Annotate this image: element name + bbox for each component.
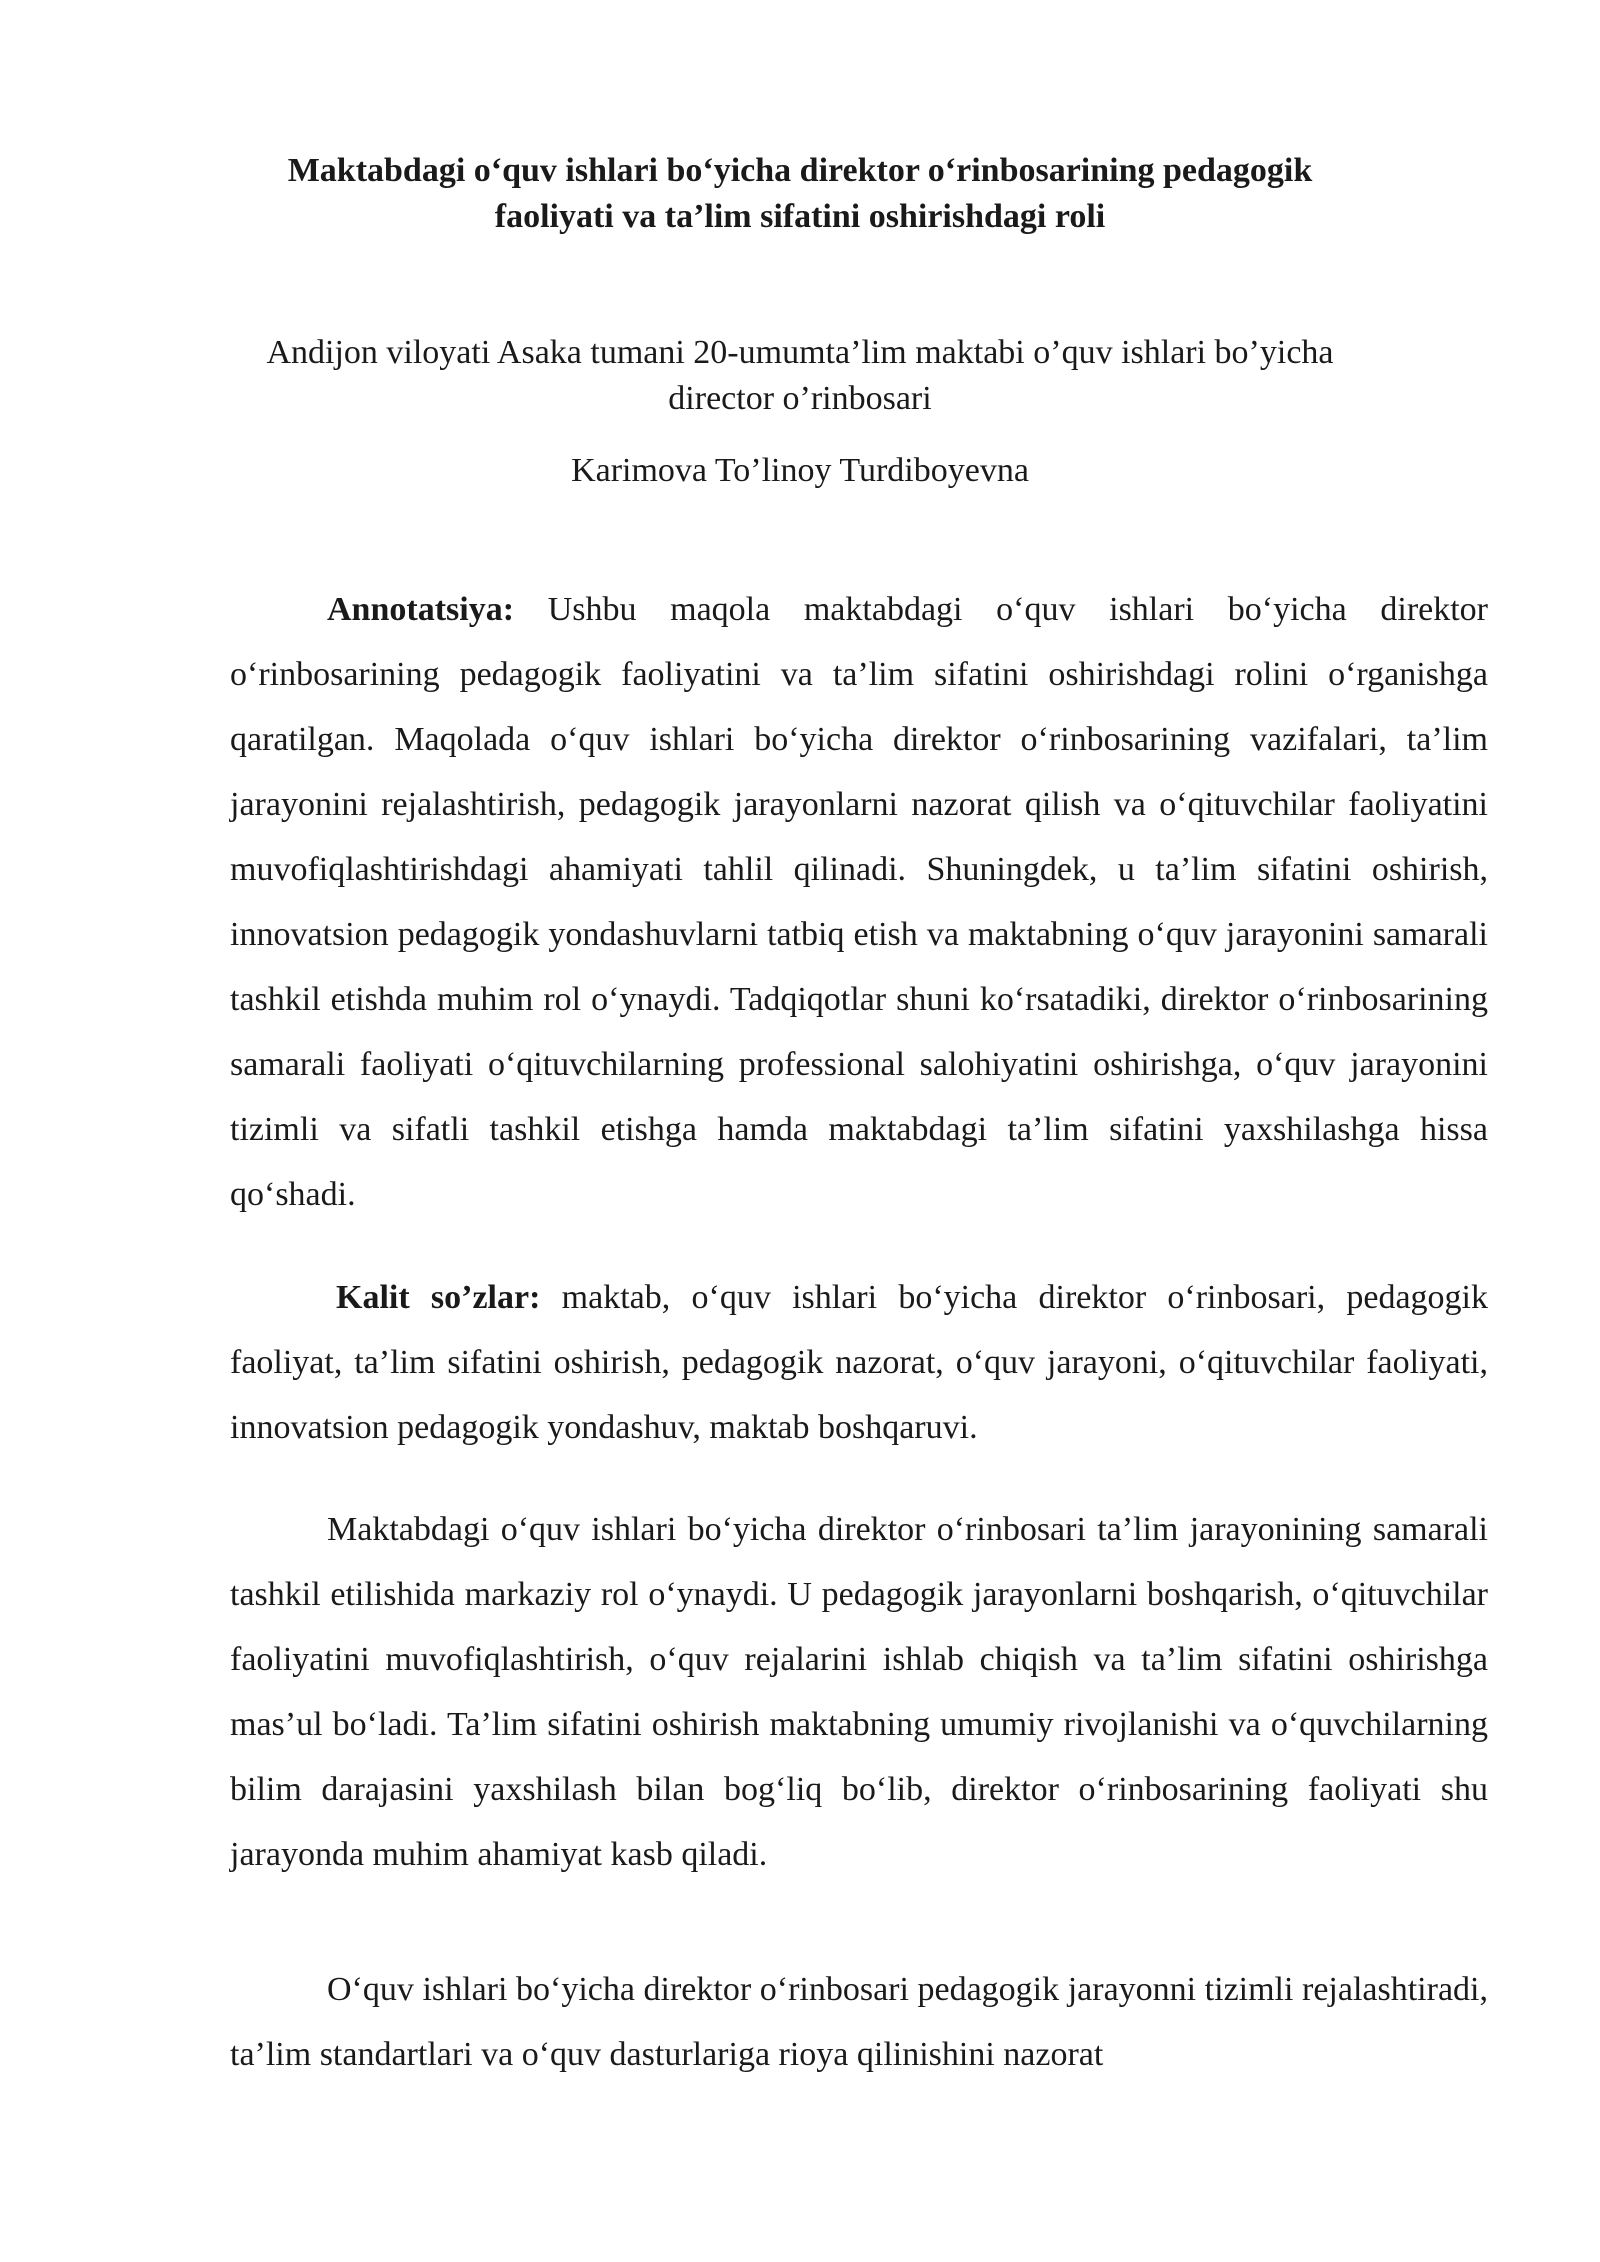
abstract-label: Annotatsiya: xyxy=(327,591,515,628)
body-paragraph: Maktabdagi o‘quv ishlari bo‘yicha direktor o‘rinbosari ta’lim jarayonining samarali tashkil etilishida markaziy rol o‘ynaydi. U pedagogik jarayonlarni boshqarish, o‘qituvchilar faoliyatini muvofiqlashtirish, o‘quv rejalarini ishlab chiqish va ta’lim sifatini oshirishga mas’ul bo‘ladi. Ta’lim sifatini oshirish maktabning umumiy rivojlanishi va o‘quvchilarning bilim darajasini yaxshilash bilan bog‘liq bo‘lib, direktor o‘rinbosarining faoliyati shu jarayonda muhim ahamiyat kasb qiladi. xyxy=(230,1511,1488,1873)
author-name: Karimova To’linoy Turdiboyevna xyxy=(571,452,1029,489)
keywords-paragraph xyxy=(230,1265,1488,1460)
abstract-text: Ushbu maqola maktabdagi o‘quv ishlari bo‘yicha direktor o‘rinbosarining pedagogik faoliyatini va ta’lim sifatini oshirishdagi rolini o‘rganishga qaratilgan. Maqolada o‘quv ishlari bo‘yicha direktor o‘rinbosarining vazifalari, ta’lim jarayonini rejalashtirish, pedagogik jarayonlarni nazorat qilish va o‘qituvchilar faoliyatini muvofiqlashtirishdagi ahamiyati tahlil qilinadi. Shuningdek, u ta’lim sifatini oshirish, innovatsion pedagogik yondashuvlarni tatbiq etish va maktabning o‘quv jarayonini samarali tashkil etishda muhim rol o‘ynaydi. Tadqiqotlar shuni ko‘rsatadiki, direktor o‘rinbosarining samarali faoliyati o‘qituvchilarning professional salohiyatini oshirishga, o‘quv jarayonini tizimli va sifatli tashkil etishga hamda maktabdagi ta’lim sifatini yaxshilashga hissa qo‘shadi. xyxy=(230,591,1488,1213)
affiliation-line-1: Andijon viloyati Asaka tumani 20-umumta’lim maktabi o’quv ishlari bo’yicha xyxy=(266,334,1334,371)
keywords-text: maktab, o‘quv ishlari bo‘yicha direktor o‘rinbosari, pedagogik faoliyat, ta’lim sifatini oshirish, pedagogik nazorat, o‘quv jarayoni, o‘qituvchilar faoliyati, innovatsion pedagogik yondashuv, maktab boshqaruvi. xyxy=(230,1279,1488,1446)
document-title: Maktabdagi o‘quv ishlari bo‘yicha direktor o‘rinbosarining pedagogik faoliyati va ta’lim sifatini oshirishdagi roli xyxy=(287,152,1313,235)
body-paragraph: O‘quv ishlari bo‘yicha direktor o‘rinbosari pedagogik jarayonni tizimli rejalashtiradi, ta’lim standartlari va o‘quv dasturlariga rioya qilinishini nazorat xyxy=(230,1971,1488,2073)
abstract-paragraph xyxy=(230,577,1488,1227)
keywords-label: Kalit so’zlar: xyxy=(336,1279,541,1316)
affiliation-line-2: director o’rinbosari xyxy=(668,380,932,417)
author-affiliation xyxy=(230,330,1370,422)
